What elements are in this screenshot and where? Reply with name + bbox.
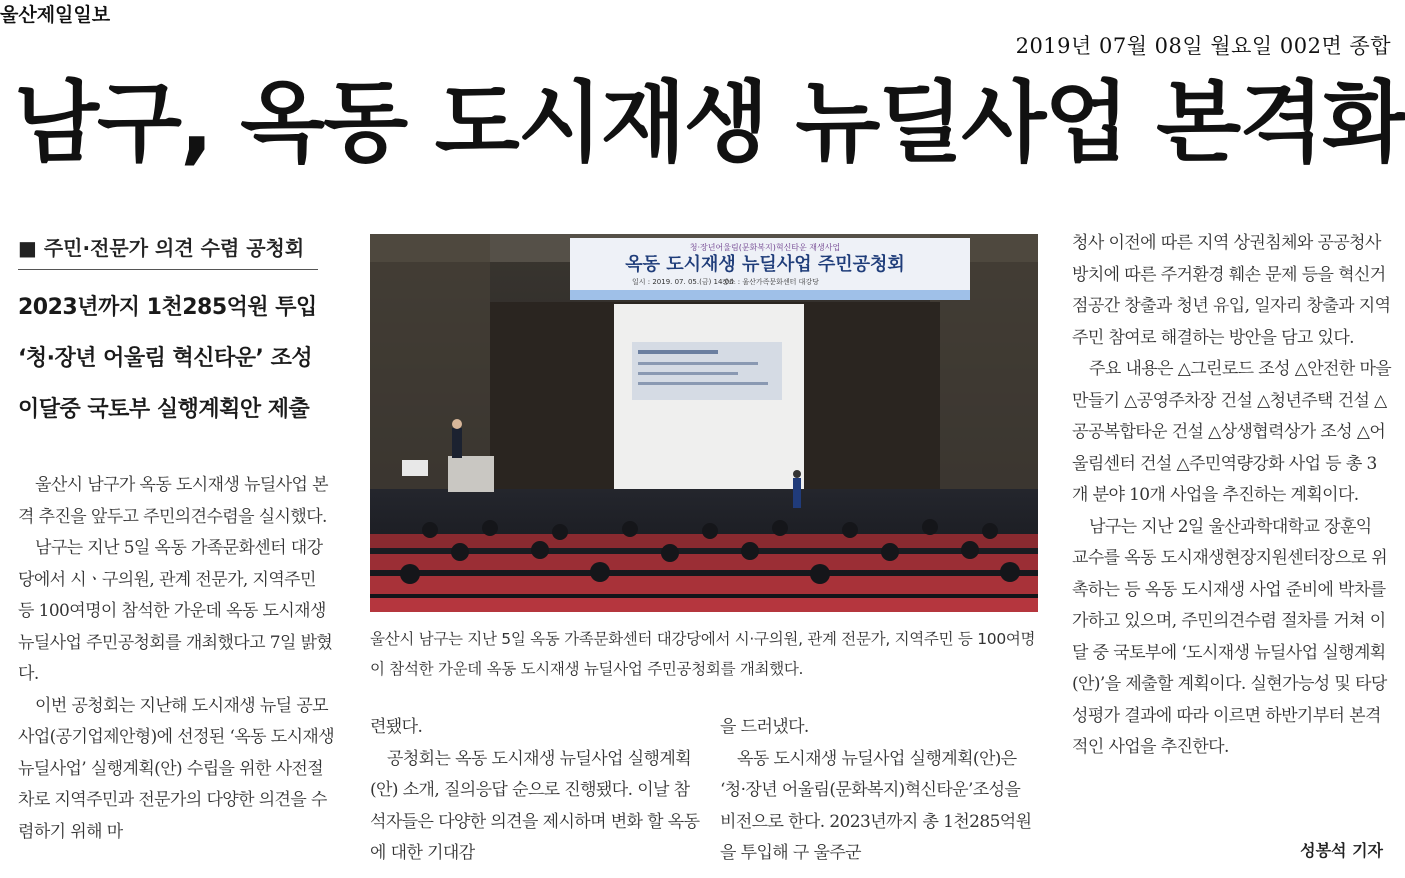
banner-detail-2: 장소 : 울산가족문화센터 대강당 bbox=[722, 278, 819, 286]
article-column-1 bbox=[18, 470, 336, 848]
headline: 남구, 옥동 도시재생 뉴딜사업 본격화 bbox=[14, 71, 1405, 174]
article-paragraph: 을 드러냈다. bbox=[720, 717, 809, 737]
banner-detail-1: 일시 : 2019. 07. 05.(금) 14:00 bbox=[632, 278, 734, 286]
article-column-2 bbox=[370, 712, 700, 870]
paper-name: 울산제일일보 bbox=[0, 4, 111, 26]
auditorium-photo bbox=[370, 234, 1038, 612]
subhead-label: ■ 주민·전문가 의견 수렴 공청회 bbox=[18, 232, 318, 270]
article-paragraph: 공청회는 옥동 도시재생 뉴딜사업 실행계획(안) 소개, 질의응답 순으로 진행됐다. 이날 참석자들은 다양한 의견을 제시하며 변화 할 옥동에 대한 기대감 bbox=[370, 748, 700, 863]
banner-small-text: 청·장년어울림(문화복지)혁신타운 재생사업 bbox=[689, 243, 841, 252]
article-paragraph: 옥동 도시재생 뉴딜사업 실행계획(안)은 ‘청·장년 어울림(문화복지)혁신타운’조성을 비전으로 한다. 2023년까지 총 1천285억원을 투입해 구 울주군 bbox=[720, 748, 1032, 863]
article-column-3 bbox=[720, 712, 1040, 870]
article-column-4 bbox=[1072, 228, 1392, 764]
article-paragraph: 울산시 남구가 옥동 도시재생 뉴딜사업 본격 추진을 앞두고 주민의견수렴을 실시했다. bbox=[18, 475, 328, 527]
banner-title: 옥동 도시재생 뉴딜사업 주민공청회 bbox=[625, 254, 905, 275]
article-paragraph: 이번 공청회는 지난해 도시재생 뉴딜 공모사업(공기업제안형)에 선정된 ‘옥동 도시재생 뉴딜사업’ 실행계획(안) 수립을 위한 사전절차로 지역주민과 전문가의 다양한 의견을 수렴하기 위해 마 bbox=[18, 695, 335, 842]
dateline: 2019년 07월 08일 월요일 002면 종합 bbox=[1015, 34, 1391, 58]
subhead-box bbox=[18, 232, 318, 423]
article-paragraph: 주요 내용은 △그린로드 조성 △안전한 마을 만들기 △공영주차장 건설 △청년주택 건설 △공공복합타운 건설 △상생협력상가 조성 △어울림센터 건설 △주민역량강화 사업 등 총 3개 분야 10개 사업을 추진하는 계획이다. bbox=[1072, 359, 1392, 505]
photo-caption: 울산시 남구는 지난 5일 옥동 가족문화센터 대강당에서 시·구의원, 관계 전문가, 지역주민 등 100여명이 참석한 가운데 옥동 도시재생 뉴딜사업 주민공청회를 개최했다. bbox=[370, 630, 1036, 678]
article-paragraph: 련됐다. bbox=[370, 717, 423, 737]
subhead-line-2: ‘청·장년 어울림 혁신타운’ 조성 bbox=[18, 346, 313, 371]
article-paragraph: 청사 이전에 따른 지역 상권침체와 공공청사 방치에 따른 주거환경 훼손 문제 등을 혁신거점공간 창출과 청년 유입, 일자리 창출과 지역주민 참여로 해결하는 방안을 담고 있다. bbox=[1072, 233, 1391, 348]
article-paragraph: 남구는 지난 2일 울산과학대학교 장훈익 교수를 옥동 도시재생현장지원센터장으로 위촉하는 등 옥동 도시재생 사업 준비에 박차를 가하고 있으며, 주민의견수렴 절차를 거쳐 이달 중 국토부에 ‘도시재생 뉴딜사업 실행계획(안)’을 제출할 계획이다. 실현가능성 및 타당성평가 결과에 따라 이르면 하반기부터 본격적인 사업을 추진한다. bbox=[1072, 516, 1388, 757]
article-paragraph: 남구는 지난 5일 옥동 가족문화센터 대강당에서 시ㆍ구의원, 관계 전문가, 지역주민 등 100여명이 참석한 가운데 옥동 도시재생 뉴딜사업 주민공청회를 개최했다고 7일 밝혔다. bbox=[18, 538, 333, 684]
subhead-line-3: 이달중 국토부 실행계획안 제출 bbox=[18, 397, 310, 422]
byline: 성봉석 기자 bbox=[1300, 841, 1383, 860]
subhead-line-1: 2023년까지 1천285억원 투입 bbox=[18, 295, 317, 320]
news-photo bbox=[370, 234, 1038, 612]
